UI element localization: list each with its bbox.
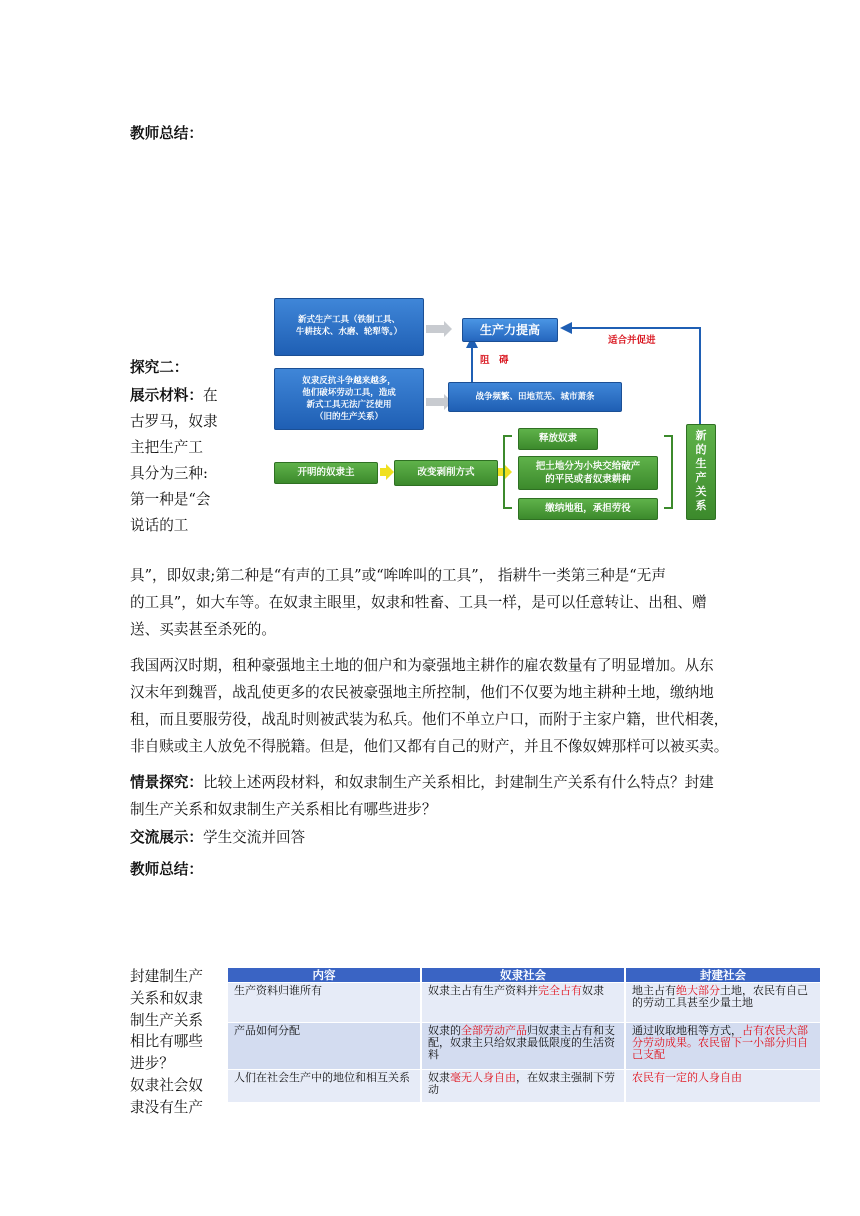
cell-text: 土地，农民有自己的劳动工具甚至少量土地 <box>632 984 808 1009</box>
hinder-label: 阻 碍 <box>480 355 509 366</box>
exchange-text: 学生交流并回答 <box>202 829 306 846</box>
scenario-line <box>130 773 714 793</box>
cell-text: 奴隶主占有生产资料并 <box>428 984 538 997</box>
highlight-text: 占有农民大部分劳动成果。农民留下一小部分归自己支配 <box>632 1024 808 1061</box>
new-tools-box <box>274 298 424 356</box>
material-line: 的工具”，如大车等。在奴隶主眼里，奴隶和牲畜、工具一样，是可以任意转让、出租、赠 <box>130 594 707 611</box>
box-line: 新式生产工具（铁制工具、 <box>297 315 400 325</box>
side-text-block <box>130 966 220 1119</box>
cell-text: 地主占有 <box>632 984 676 997</box>
box-char: 生 <box>695 457 707 470</box>
production-relations-diagram <box>272 296 732 522</box>
land-allotment-box <box>518 456 658 490</box>
cell-text: 奴隶 <box>582 984 604 997</box>
table-cell-slave <box>422 983 624 1022</box>
cell-text: 通过收取地租等方式， <box>632 1024 742 1037</box>
section-title: 探究二： <box>130 359 189 376</box>
table-cell-slave <box>422 1070 624 1102</box>
box-line: 他们破坏劳动工具，造成 <box>302 388 396 398</box>
scenario-text: 制生产关系和奴隶制生产关系相比有哪些进步？ <box>130 801 437 818</box>
material-narrow-line: 古罗马，奴隶 <box>130 413 218 430</box>
box-char: 新 <box>695 429 707 442</box>
material-narrow-line: 在 <box>202 387 218 404</box>
material-line: 具”，即奴隶;第二种是“有声的工具”或“哞哞叫的工具”， 指耕牛一类第三种是“无声 <box>130 567 666 584</box>
side-text-line: 制生产关系 <box>130 1011 203 1029</box>
highlight-text: 毫无人身自由 <box>450 1071 516 1084</box>
table-cell-feudal <box>626 983 820 1022</box>
rent-labor-box: 缴纳地租，承担劳役 <box>518 498 658 520</box>
box-line: （旧的生产关系） <box>314 412 383 422</box>
table-cell-item: 生产资料归谁所有 <box>228 983 420 1022</box>
material-line: 送、买卖甚至杀死的。 <box>130 621 276 638</box>
new-relations-box <box>686 424 716 520</box>
box-line: 奴隶反抗斗争越来越多， <box>302 376 396 386</box>
material-line: 我国两汉时期，租种豪强地主土地的佃户和为豪强地主耕作的雇农数量有了明显增加。从东 <box>130 657 714 674</box>
table-cell-item: 人们在社会生产中的地位和相互关系 <box>228 1070 420 1102</box>
war-box: 战争频繁、田地荒芜、城市萧条 <box>448 382 622 412</box>
box-line: 把土地分为小块交给破产 <box>535 461 641 472</box>
slave-revolt-box <box>274 368 424 430</box>
productivity-box: 生产力提高 <box>462 318 558 342</box>
comparison-table <box>228 968 820 1102</box>
material-narrow-line: 主把生产工 <box>130 439 203 456</box>
cell-text: 归奴隶主占有和支配，奴隶主只给奴隶最低限度的生活资料 <box>428 1024 615 1061</box>
box-line: 牛耕技术、水磨、轮犁等。） <box>295 327 403 337</box>
grey-arrow <box>426 321 452 337</box>
material-line: 汉末年到魏晋，战乱使更多的农民被豪强地主所控制，他们不仅要为地主耕种土地，缴纳地 <box>130 684 714 701</box>
change-exploitation-box: 改变剥削方式 <box>394 460 498 486</box>
box-char: 系 <box>695 499 707 512</box>
exchange-line <box>130 828 305 848</box>
yellow-arrow <box>380 464 394 480</box>
side-text-line: 封建制生产 <box>130 968 203 985</box>
adapt-label: 适合并促进 <box>608 335 656 346</box>
material-narrow-block <box>130 386 240 542</box>
table-cell-feudal <box>626 1070 820 1102</box>
table-cell-slave <box>422 1023 624 1069</box>
cell-text: ，在奴隶主强制下劳动 <box>428 1071 615 1096</box>
table-cell-item: 产品如何分配 <box>228 1023 420 1069</box>
right-bracket <box>664 436 672 508</box>
box-line: 的平民或者奴隶耕种 <box>545 474 631 485</box>
table-header: 封建社会 <box>626 968 820 982</box>
highlight-text: 农民有一定的人身自由 <box>632 1071 742 1084</box>
side-text-line: 进步？ <box>130 1055 174 1073</box>
free-slaves-box: 释放奴隶 <box>518 428 598 450</box>
box-char: 的 <box>695 443 707 456</box>
cell-text: 奴隶 <box>428 1071 450 1084</box>
exchange-label: 交流展示： <box>130 829 203 846</box>
side-text-line: 相比有哪些 <box>130 1033 203 1051</box>
box-line: 新式工具无法广泛使用 <box>306 400 392 410</box>
enlightened-owner-box: 开明的奴隶主 <box>274 462 378 484</box>
highlight-text: 全部劳动产品 <box>461 1024 527 1037</box>
box-char: 关 <box>695 485 707 498</box>
material-narrow-line: 说话的工 <box>130 517 189 534</box>
material-line: 租，而且要服劳役，战乱时则被武装为私兵。他们不单立户口，而附于主家户籍，世代相袭， <box>130 711 729 728</box>
teacher-summary-label: 教师总结： <box>130 861 203 878</box>
side-text-line: 奴隶社会奴 <box>130 1076 203 1094</box>
teacher-summary-label-top: 教师总结： <box>130 125 203 142</box>
side-text-line: 隶没有生产 <box>130 1098 203 1116</box>
box-char: 产 <box>695 471 707 484</box>
table-cell-feudal <box>626 1023 820 1069</box>
material-narrow-line: 具分为三种: <box>130 465 208 482</box>
material-line: 非自赎或主人放免不得脱籍。但是，他们又都有自己的财产，并且不像奴婢那样可以被买卖。 <box>130 738 729 755</box>
material-narrow-line: 第一种是“会 <box>130 491 211 508</box>
scenario-label: 情景探究： <box>130 774 203 791</box>
highlight-text: 绝大部分 <box>676 984 720 997</box>
scenario-text: 比较上述两段材料，和奴隶制生产关系相比，封建制生产关系有什么特点？封建 <box>202 774 714 791</box>
highlight-text: 完全占有 <box>538 984 582 997</box>
side-text-line: 关系和奴隶 <box>130 989 203 1007</box>
cell-text: 奴隶的 <box>428 1024 461 1037</box>
table-header: 内容 <box>228 968 420 982</box>
material-label: 展示材料： <box>130 387 203 404</box>
table-header: 奴隶社会 <box>422 968 624 982</box>
